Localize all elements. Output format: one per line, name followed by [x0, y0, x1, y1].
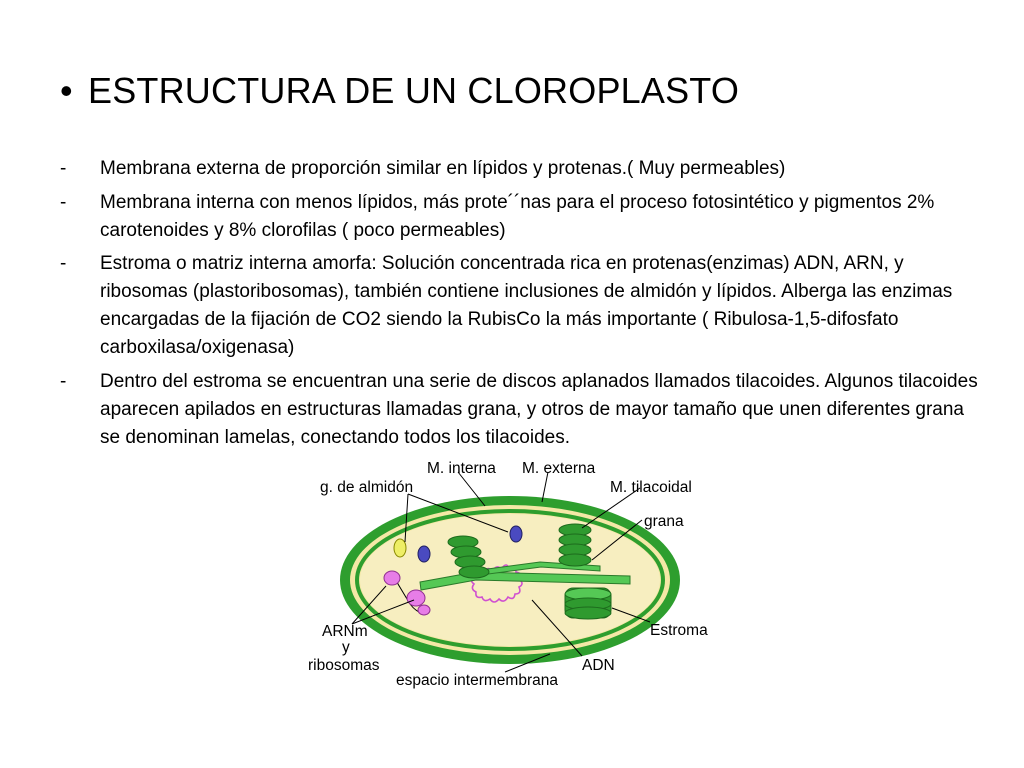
label-m-externa: M. externa	[522, 460, 596, 477]
title-row	[60, 70, 739, 112]
label-g-almidon: g. de almidón	[320, 479, 414, 496]
ribosome	[407, 590, 425, 606]
list-dash: -	[60, 371, 67, 392]
ribosome	[418, 605, 430, 615]
lipid-droplet	[418, 546, 430, 562]
list-item-text: Membrana externa de proporción similar en lípidos y protenas.( Muy permeables)	[100, 158, 786, 179]
chloroplast-diagram	[300, 450, 720, 690]
list-dash: -	[60, 253, 67, 274]
label-m-interna: M. interna	[427, 460, 496, 477]
list-dash: -	[60, 192, 67, 213]
lipid-droplet	[510, 526, 522, 542]
label-m-tilacoidal: M. tilacoidal	[610, 479, 692, 496]
page-title: ESTRUCTURA DE UN CLOROPLASTO	[88, 70, 740, 111]
list-item-text: Membrana interna con menos lípidos, más prote´´nas para el proceso fotosintético y pigmentos 2% carotenoides y 8% clorofilas ( poco permeables)	[100, 192, 935, 241]
list-dash: -	[60, 158, 67, 179]
list-item-text: Dentro del estroma se encuentran una serie de discos aplanados llamados tilacoides. Algunos tilacoides aparecen apilados en estructuras llamadas grana, y otros de mayor tamaño que unen diferentes grana se denominan lamelas, conectando todos los tilacoides.	[100, 371, 978, 448]
list-item-text: Estroma o matriz interna amorfa: Solución concentrada rica en protenas(enzimas) ADN, ARN, y ribosomas (plastoribosomas), también contiene inclusiones de almidón y lípidos. Alberga las enzimas encargadas de la fijación de CO2 siendo la RubisCo la más importante ( Ribulosa-1,5-difosfato carboxilasa/oxigenasa)	[100, 253, 953, 358]
granum	[565, 588, 611, 619]
label-ribosomas: ribosomas	[308, 657, 380, 674]
list-item	[60, 250, 980, 362]
list-item	[60, 155, 980, 183]
label-grana: grana	[644, 513, 684, 530]
label-estroma: Estroma	[650, 622, 708, 639]
list-item	[60, 189, 980, 245]
ribosome	[384, 571, 400, 585]
label-espacio-intermembrana: espacio intermembrana	[396, 672, 558, 689]
label-arnm: ARNm	[322, 623, 368, 640]
label-adn: ADN	[582, 657, 615, 674]
list-item	[60, 368, 980, 452]
starch-granule	[394, 539, 406, 557]
label-y: y	[342, 639, 350, 656]
title-bullet: •	[60, 70, 73, 111]
